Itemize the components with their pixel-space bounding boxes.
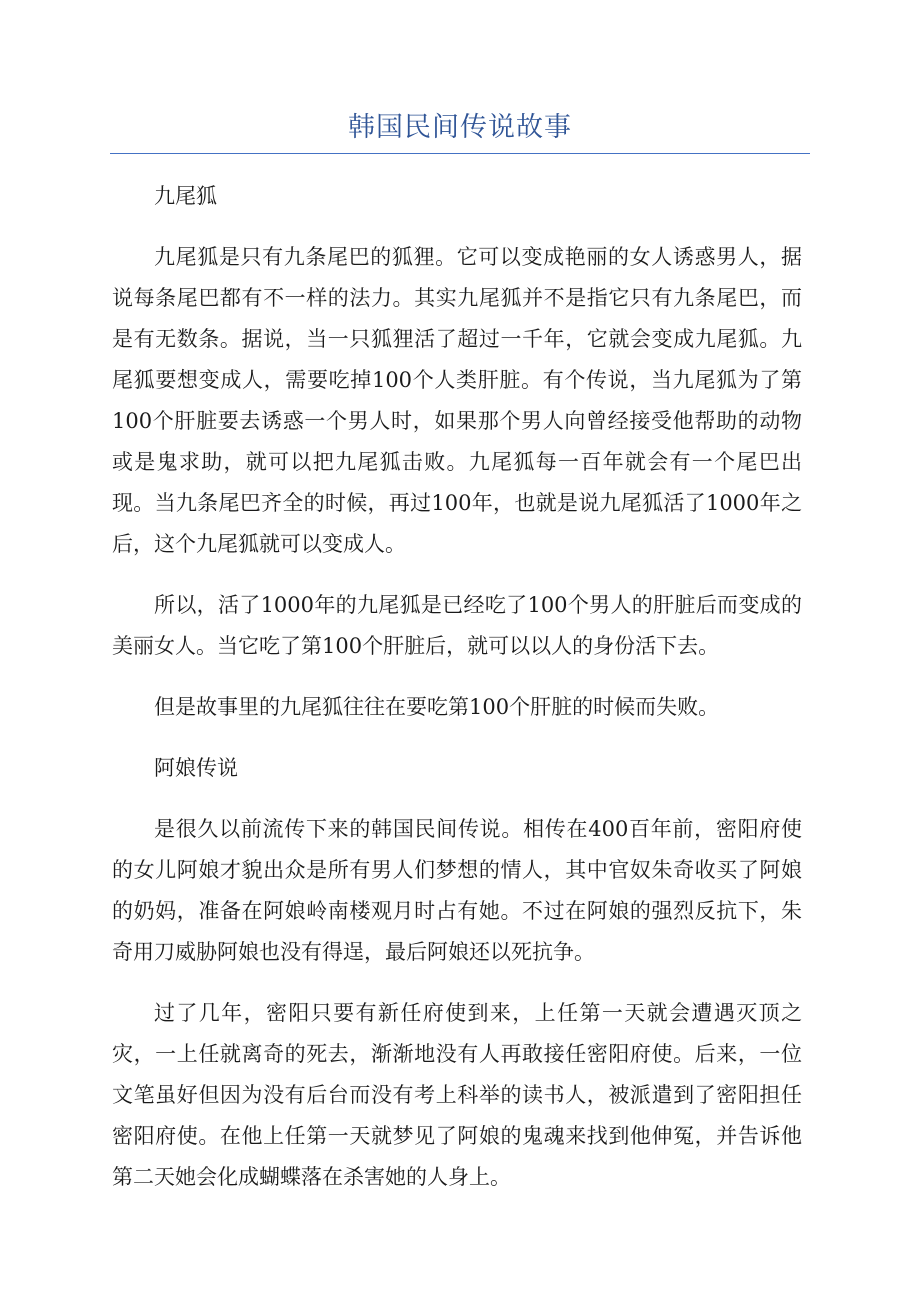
paragraph: 所以，活了1000年的九尾狐是已经吃了100个男人的肝脏后而变成的美丽女人。当它吃了第100个肝脏后，就可以以人的身份活下去。 xyxy=(112,593,802,658)
paragraph: 但是故事里的九尾狐往往在要吃第100个肝脏的时候而失败。 xyxy=(154,695,720,719)
document-body xyxy=(112,176,802,1218)
paragraph: 过了几年，密阳只要有新任府使到来，上任第一天就会遭遇灭顶之灾，一上任就离奇的死去，渐渐地没有人再敢接任密阳府使。后来，一位文笔虽好但因为没有后台而没有考上科举的读书人，被派遣到了密阳担任密阳府使。在他上任第一天就梦见了阿娘的鬼魂来找到他伸冤，并告诉他第二天她会化成蝴蝶落在杀害她的人身上。 xyxy=(112,1001,802,1189)
title-divider xyxy=(110,153,810,154)
section-heading-arang-legend: 阿娘传说 xyxy=(154,756,238,780)
paragraph: 是很久以前流传下来的韩国民间传说。相传在400百年前，密阳府使的女儿阿娘才貌出众是所有男人们梦想的情人，其中官奴朱奇收买了阿娘的奶妈，准备在阿娘岭南楼观月时占有她。不过在阿娘的强烈反抗下，朱奇用刀威胁阿娘也没有得逞，最后阿娘还以死抗争。 xyxy=(112,817,802,964)
section-heading-nine-tailed-fox: 九尾狐 xyxy=(154,184,217,208)
document-title: 韩国民间传说故事 xyxy=(348,112,572,143)
paragraph: 九尾狐是只有九条尾巴的狐狸。它可以变成艳丽的女人诱惑男人，据说每条尾巴都有不一样的法力。其实九尾狐并不是指它只有九条尾巴，而是有无数条。据说，当一只狐狸活了超过一千年，它就会变成九尾狐。九尾狐要想变成人，需要吃掉100个人类肝脏。有个传说，当九尾狐为了第100个肝脏要去诱惑一个男人时，如果那个男人向曾经接受他帮助的动物或是鬼求助，就可以把九尾狐击败。九尾狐每一百年就会有一个尾巴出现。当九条尾巴齐全的时候，再过100年，也就是说九尾狐活了1000年之后，这个九尾狐就可以变成人。 xyxy=(112,245,802,556)
